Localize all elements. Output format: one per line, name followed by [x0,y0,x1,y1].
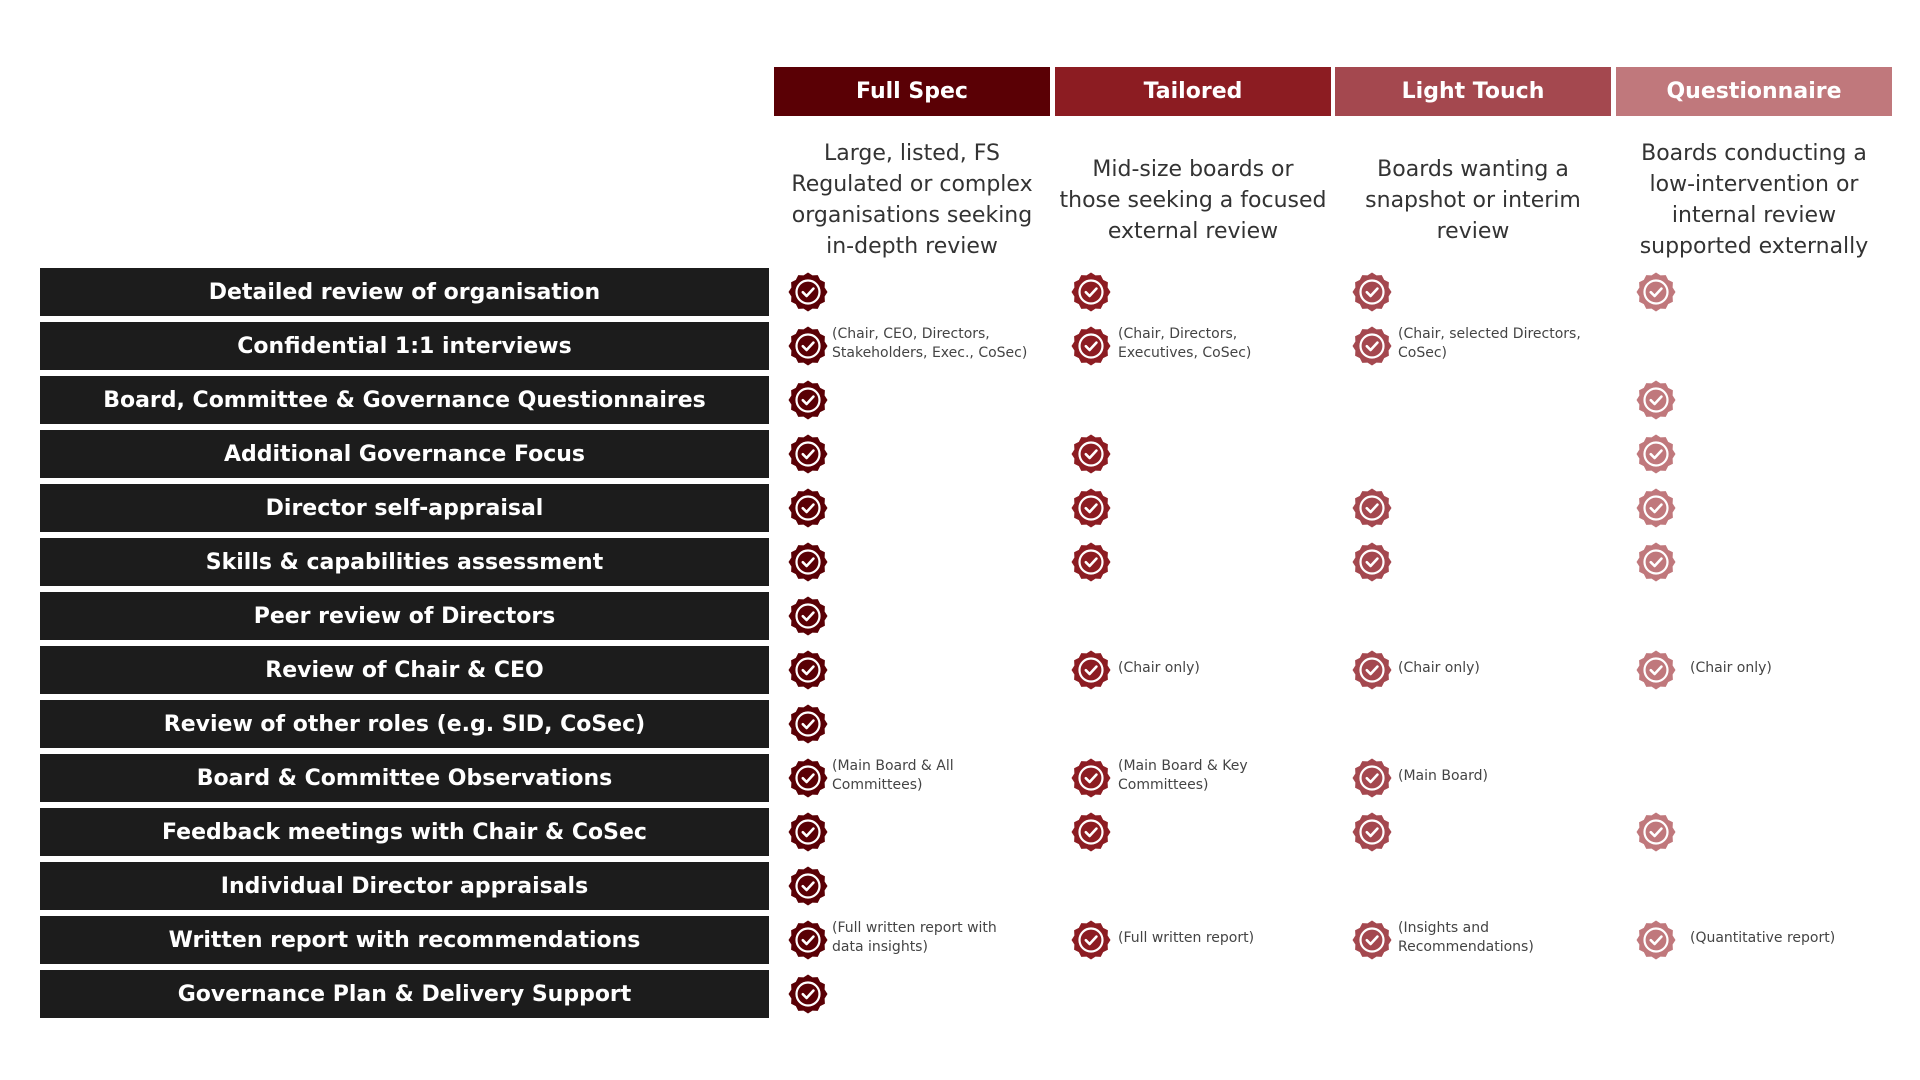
check-badge-icon [788,596,828,636]
cell-note: (Main Board & All Committees) [832,758,954,793]
row-label-skills-capabilities-assessment: Skills & capabilities assessment [40,538,769,586]
check-badge-icon [1352,542,1392,582]
row-label-board-committee-governance-questionnaires: Board, Committee & Governance Questionnaires [40,376,769,424]
check-badge-icon [1352,488,1392,528]
check-badge-icon [1352,920,1392,960]
column-header-light-touch: Light Touch [1335,67,1611,116]
column-description-light-touch: Boards wanting a snapshot or interim review [1365,156,1581,244]
cell-note: (Chair only) [1398,659,1480,676]
check-badge-icon [1352,758,1392,798]
cell-note: (Chair, Directors, Executives, CoSec) [1118,326,1252,361]
check-badge-icon [1636,650,1676,690]
cell-note: (Quantitative report) [1690,929,1836,946]
check-badge-icon [788,650,828,690]
check-badge-icon [788,542,828,582]
row-label-review-of-chair-ceo: Review of Chair & CEO [40,646,769,694]
row-label-review-of-other-roles-e-g-sid-cosec: Review of other roles (e.g. SID, CoSec) [40,700,769,748]
cell-note: (Full written report) [1118,929,1255,946]
check-badge-icon [788,488,828,528]
check-badge-icon [1352,326,1392,366]
check-badge-icon [788,704,828,744]
row-label-additional-governance-focus: Additional Governance Focus [40,430,769,478]
check-badge-icon [788,272,828,312]
check-badge-icon [1071,488,1111,528]
check-badge-icon [1352,272,1392,312]
check-badge-icon [1636,380,1676,420]
cell-note: (Main Board & Key Committees) [1118,758,1248,793]
check-badge-icon [1071,542,1111,582]
column-description-questionnaire: Boards conducting a low-intervention or internal review supported externally [1639,141,1869,259]
row-label-board-committee-observations: Board & Committee Observations [40,754,769,802]
check-badge-icon [788,434,828,474]
cell-note: (Full written report with data insights) [832,920,997,955]
row-label-peer-review-of-directors: Peer review of Directors [40,592,769,640]
check-badge-icon [788,974,828,1014]
check-badge-icon [1352,812,1392,852]
check-badge-icon [1071,650,1111,690]
check-badge-icon [1636,434,1676,474]
check-badge-icon [788,380,828,420]
row-label-feedback-meetings-with-chair-cosec: Feedback meetings with Chair & CoSec [40,808,769,856]
row-label-governance-plan-delivery-support: Governance Plan & Delivery Support [40,970,769,1018]
check-badge-icon [1071,434,1111,474]
cell-note: (Chair, selected Directors, CoSec) [1398,326,1581,361]
row-label-confidential-1-1-interviews: Confidential 1:1 interviews [40,322,769,370]
cell-note: (Main Board) [1398,767,1488,784]
row-label-director-self-appraisal: Director self-appraisal [40,484,769,532]
column-header-questionnaire: Questionnaire [1616,67,1892,116]
check-badge-icon [1352,650,1392,690]
row-label-written-report-with-recommendations: Written report with recommendations [40,916,769,964]
check-badge-icon [1636,488,1676,528]
check-badge-icon [788,866,828,906]
check-badge-icon [788,920,828,960]
row-label-detailed-review-of-organisation: Detailed review of organisation [40,268,769,316]
check-badge-icon [1071,920,1111,960]
cell-note: (Insights and Recommendations) [1398,920,1534,955]
check-badge-icon [1636,542,1676,582]
column-header-tailored: Tailored [1055,67,1331,116]
cell-note: (Chair only) [1118,659,1200,676]
check-badge-icon [788,812,828,852]
check-badge-icon [788,326,828,366]
check-badge-icon [1071,326,1111,366]
column-description-full-spec: Large, listed, FS Regulated or complex organisations seeking in-depth review [791,141,1033,259]
check-badge-icon [1071,758,1111,798]
check-badge-icon [1071,272,1111,312]
column-header-full-spec: Full Spec [774,67,1050,116]
check-badge-icon [1636,272,1676,312]
cell-note: (Chair only) [1690,659,1772,676]
check-badge-icon [1636,812,1676,852]
cell-note: (Chair, CEO, Directors, Stakeholders, Exec., CoSec) [832,326,1028,361]
row-label-individual-director-appraisals: Individual Director appraisals [40,862,769,910]
check-badge-icon [1071,812,1111,852]
column-description-tailored: Mid-size boards or those seeking a focused external review [1059,156,1327,244]
check-badge-icon [1636,920,1676,960]
check-badge-icon [788,758,828,798]
